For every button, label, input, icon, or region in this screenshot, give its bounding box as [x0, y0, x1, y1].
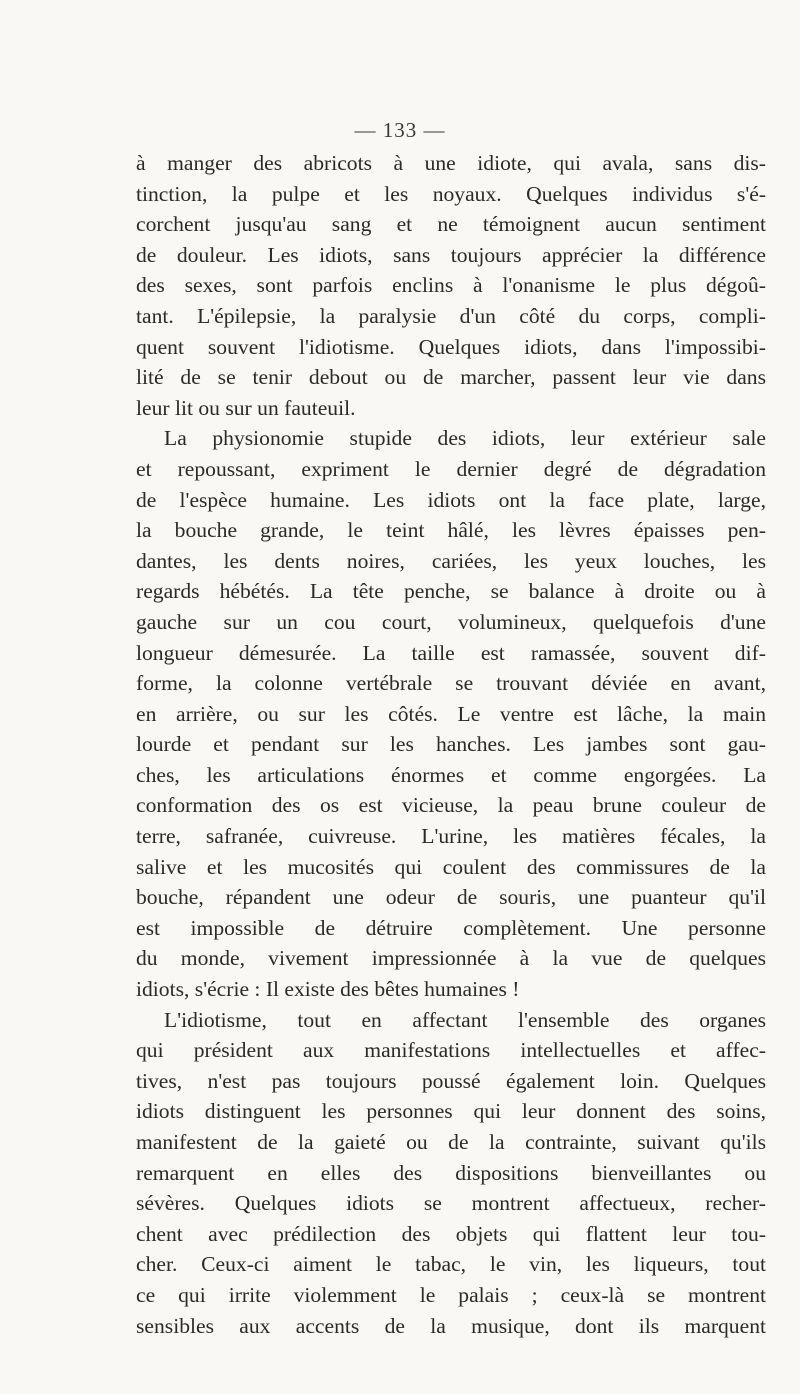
text-line: tives, n'est pas toujours poussé également loin. Quelques	[136, 1068, 766, 1093]
text-line: terre, safranée, cuivreuse. L'urine, les matières fécales, la	[136, 824, 766, 849]
text-line: lité de se tenir debout ou de marcher, passent leur vie dans	[136, 365, 766, 390]
text-line: des sexes, sont parfois enclins à l'onanisme le plus dégoû-	[136, 273, 766, 298]
text-line: salive et les mucosités qui coulent des commissures de la	[136, 854, 766, 879]
text-line: de l'espèce humaine. Les idiots ont la face plate, large,	[136, 487, 766, 512]
text-line: et repoussant, expriment le dernier degré de dégradation	[136, 456, 766, 481]
text-line: la bouche grande, le teint hâlé, les lèvres épaisses pen-	[136, 518, 766, 543]
text-line: ce qui irrite violemment le palais ; ceux-là se montrent	[136, 1282, 766, 1307]
paragraph-start-line: L'idiotisme, tout en affectant l'ensemble des organes	[164, 1007, 766, 1032]
text-line: du monde, vivement impressionnée à la vue de quelques	[136, 946, 766, 971]
text-line: forme, la colonne vertébrale se trouvant déviée en avant,	[136, 671, 766, 696]
body-text	[136, 148, 766, 1341]
text-line: regards hébétés. La tête penche, se balance à droite ou à	[136, 579, 766, 604]
text-line: de douleur. Les idiots, sans toujours apprécier la différence	[136, 242, 766, 267]
text-line: sensibles aux accents de la musique, dont ils marquent	[136, 1313, 766, 1338]
text-line: tinction, la pulpe et les noyaux. Quelques individus s'é-	[136, 181, 766, 206]
text-line: à manger des abricots à une idiote, qui avala, sans dis-	[136, 151, 766, 175]
text-line: bouche, répandent une odeur de souris, une puanteur qu'il	[136, 885, 766, 910]
text-line: lourde et pendant sur les hanches. Les jambes sont gau-	[136, 732, 766, 757]
text-line: gauche sur un cou court, volumineux, quelquefois d'une	[136, 609, 766, 634]
text-line: tant. L'épilepsie, la paralysie d'un côté du corps, compli-	[136, 303, 766, 328]
text-line: qui président aux manifestations intellectuelles et affec-	[136, 1038, 766, 1063]
text-line: quent souvent l'idiotisme. Quelques idiots, dans l'impossibi-	[136, 334, 766, 359]
text-line: remarquent en elles des dispositions bienveillantes ou	[136, 1160, 766, 1185]
text-line: cher. Ceux-ci aiment le tabac, le vin, les liqueurs, tout	[136, 1252, 766, 1277]
text-line: en arrière, ou sur les côtés. Le ventre est lâche, la main	[136, 701, 766, 726]
paragraph-end-line: idiots, s'écrie : Il existe des bêtes humaines !	[136, 977, 520, 1002]
text-line: longueur démesurée. La taille est ramassée, souvent dif-	[136, 640, 766, 665]
text-line: sévères. Quelques idiots se montrent affectueux, recher-	[136, 1191, 766, 1216]
page-number: — 133 —	[354, 118, 446, 142]
text-line: dantes, les dents noires, cariées, les yeux louches, les	[136, 548, 766, 573]
paragraph-start-line: La physionomie stupide des idiots, leur extérieur sale	[164, 426, 766, 451]
text-line: corchent jusqu'au sang et ne témoignent aucun sentiment	[136, 212, 766, 237]
text-line: conformation des os est vicieuse, la peau brune couleur de	[136, 793, 766, 818]
text-line: idiots distinguent les personnes qui leur donnent des soins,	[136, 1099, 766, 1124]
text-line: ches, les articulations énormes et comme engorgées. La	[136, 762, 766, 787]
paragraph-end-line: leur lit ou sur un fauteuil.	[136, 395, 356, 420]
text-line: manifestent de la gaieté ou de la contrainte, suivant qu'ils	[136, 1130, 766, 1154]
text-line: est impossible de détruire complètement. Une personne	[136, 915, 766, 940]
text-line: chent avec prédilection des objets qui flattent leur tou-	[136, 1221, 766, 1246]
